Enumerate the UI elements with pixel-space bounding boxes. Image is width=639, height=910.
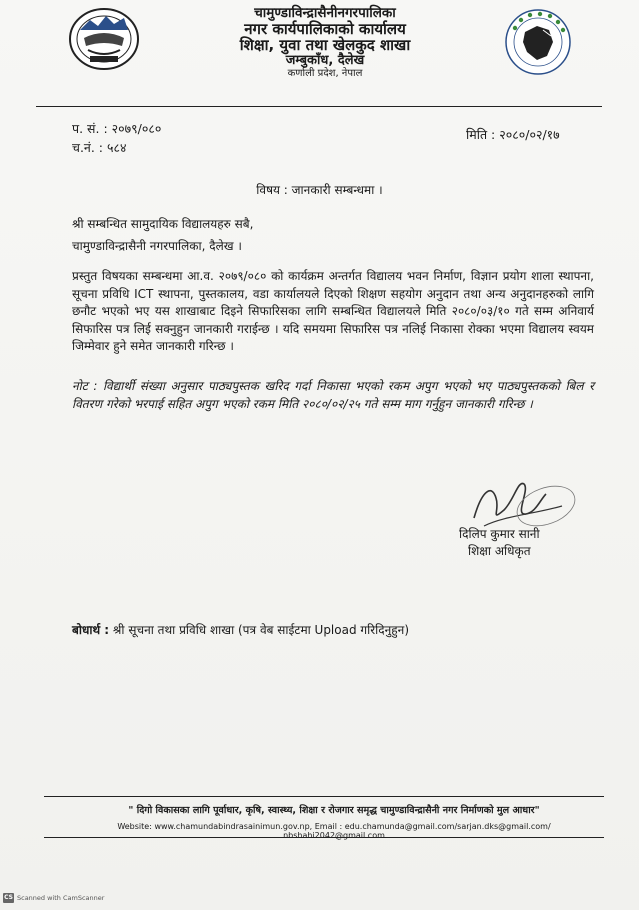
- signatory-block: [459, 526, 540, 560]
- section-name: शिक्षा, युवा तथा खेलकुद शाखा: [239, 36, 411, 55]
- place-name: जम्बुकाँध, दैलेख: [285, 52, 365, 68]
- footer-divider-top: [44, 796, 604, 797]
- header-divider: [36, 106, 602, 107]
- cc-line: [72, 621, 409, 638]
- addressee: [72, 213, 253, 257]
- cc-label: बोधार्थ :: [72, 623, 110, 637]
- letterhead: [190, 6, 460, 79]
- scanner-watermark: [3, 893, 104, 903]
- municipality-name: चामुण्डाविन्द्रासैनीनगरपालिका: [254, 5, 396, 21]
- addressee-line-1: श्री सम्बन्धित सामुदायिक विद्यालयहरु सबै,: [72, 217, 254, 231]
- province-name: कर्णाली प्रदेश, नेपाल: [287, 68, 363, 80]
- signatory-title: शिक्षा अधिकृत: [468, 544, 531, 558]
- cc-text: श्री सूचना तथा प्रविधि शाखा (पत्र वेब साईटमा Upload गरिदिनुहुन): [112, 623, 410, 637]
- reference-number: प. सं. : २०७९/०८०: [72, 121, 162, 136]
- letter-date: मिति : २०८०/०२/१७: [466, 127, 560, 142]
- letter-subject: विषय : जानकारी सम्बन्धमा ।: [256, 183, 383, 197]
- body-paragraph: प्रस्तुत विषयका सम्बन्धमा आ.व. २०७९/०८० को कार्यक्रम अन्तर्गत विद्यालय भवन निर्माण, विज्ञान प्रयोग शाला स्थापना, सूचना प्रविधि ICT स्थापना, पुस्तकालय, वडा कार्यालयले दिएको शिक्षण सहयोग अनुदान तथा अन्य अनुदानहरुको लागि छनौट भएको भए यस शाखाबाट दिइने सिफारिसका लागि सम्बन्धित विद्यालयले मिति २०८०/०३/१० गते सम्म अनिवार्य सिफारिस पत्र लिई सक्नुहुन जानकारी गराईन्छ । यदि समयमा सिफारिस पत्र नलिई निकासा रोक्का भएमा विद्यालय स्वयम जिम्मेवार हुने समेत जानकारी गरिन्छ ।: [72, 269, 594, 354]
- dispatch-number: च.नं. : ५८४: [72, 140, 127, 155]
- footer-contact: Website: www.chamundabindrasainimun.gov.np, Email : edu.chamunda@gmail.com/sarjan.dks@gmail.com/ nbshahi2042@gmail.com: [117, 822, 551, 840]
- municipality-emblem-icon: [66, 6, 142, 72]
- addressee-line-2: चामुण्डाविन्द्रासैनी नगरपालिका, दैलेख ।: [72, 239, 242, 253]
- scanner-text: Scanned with CamScanner: [17, 894, 105, 902]
- camscanner-icon: CS: [4, 894, 13, 901]
- body-note: नोट : विद्यार्थी संख्या अनुसार पाठ्यपुस्तक खरिद गर्दा निकासा भएको रकम अपुग भएको भए पाठ्यपुस्तकको बिल र वितरण गरेको भरपाई सहित अपुग भएको रकम मिति २०८०/०२/२५ गते सम्म माग गर्नुहुन जानकारी गरिन्छ ।: [72, 379, 594, 411]
- municipality-logo-icon: [503, 8, 573, 76]
- office-name: नगर कार्यपालिकाको कार्यालय: [244, 19, 406, 38]
- signatory-name: दिलिप कुमार सानी: [459, 527, 540, 541]
- footer-slogan: " दिगो विकासका लागि पूर्वाधार, कृषि, स्वास्थ्य, शिक्षा र रोजगार समृद्ध चामुण्डाविन्द्रासैनी नगर निर्माणको मुल आधार": [128, 805, 540, 816]
- footer-divider-bottom: [44, 837, 604, 838]
